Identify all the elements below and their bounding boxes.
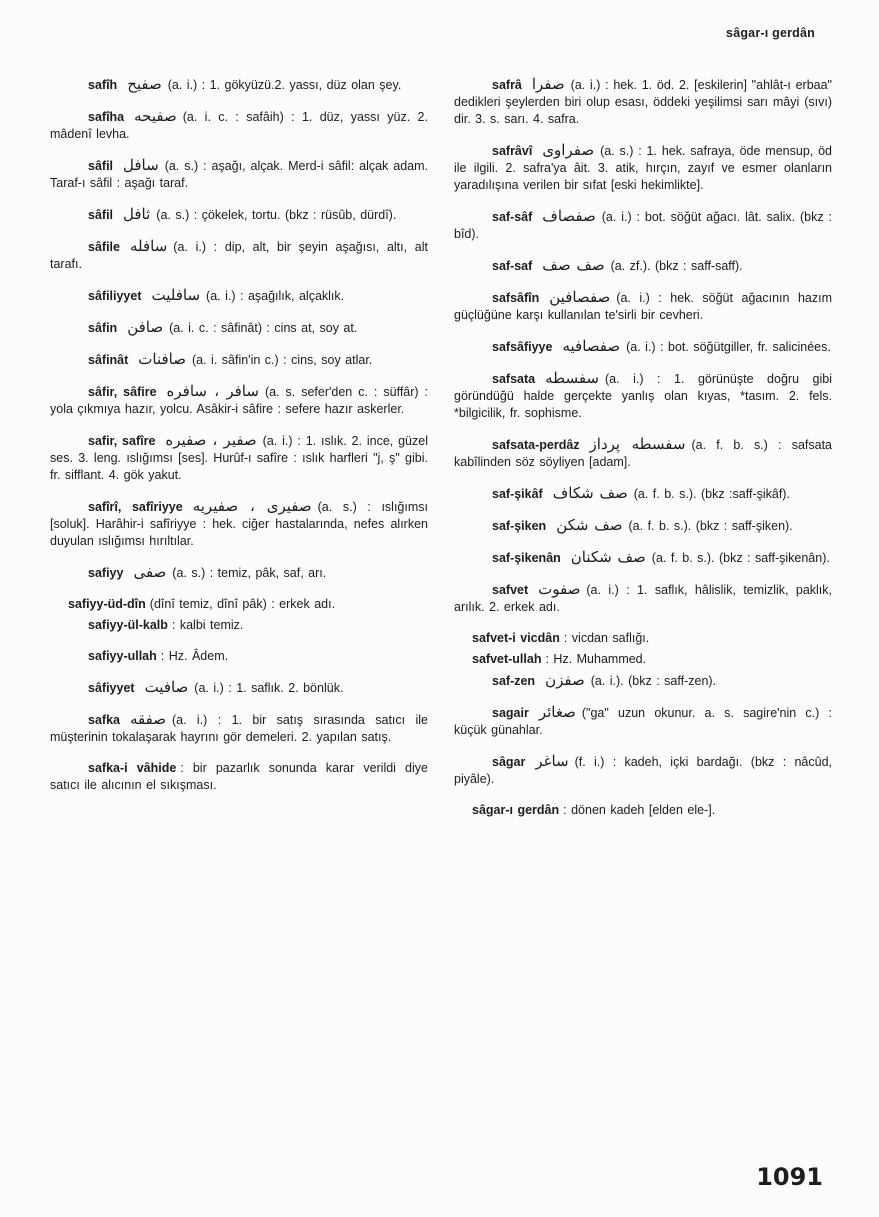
entry-arabic-script: صفراوى — [542, 141, 595, 159]
dictionary-entry — [50, 108, 428, 143]
entry-arabic-script: ثافل — [123, 205, 151, 223]
entry-arabic-script: صفى — [133, 563, 167, 581]
entry-arabic-script: صافنات — [138, 350, 186, 368]
entry-arabic-script: سافليت — [151, 286, 201, 304]
subentry-definition: : Hz. Muhammed. — [545, 652, 647, 666]
entry-headword: sagair — [492, 706, 529, 720]
entry-arabic-script: صفرا — [531, 75, 565, 93]
entry-definition: (a. zf.). (bkz : saff-saff). — [610, 259, 743, 273]
dictionary-entry — [50, 157, 428, 192]
entry-definition: (a. i.) : bot. söğütgiller, fr. salicinées. — [626, 340, 831, 354]
entry-headword: safvet — [492, 583, 529, 597]
dictionary-entry — [50, 287, 428, 305]
entry-definition: (a. i. c. : safâih) : 1. düz, yassı yüz. 2. mâdenî levha. — [50, 110, 428, 141]
dictionary-entry — [50, 383, 428, 418]
entry-headword: safsata-perdâz — [492, 438, 580, 452]
entry-headword: safsâfiyye — [492, 340, 553, 354]
dictionary-entry — [454, 485, 832, 503]
entry-definition: (a. i.) : 1. saflık, hâlislik, temizlik, paklık, arılık. 2. erkek adı. — [454, 583, 832, 614]
entry-arabic-script: صفيرى ، صفيريه — [192, 497, 312, 515]
entry-definition: (a. i.). (bkz : saff-zen). — [590, 674, 717, 688]
entry-definition: (a. i.) : 1. saflık. 2. bönlük. — [194, 681, 344, 695]
entry-arabic-script: صافيت — [144, 678, 189, 696]
entry-definition: (a. i.) : hek. 1. öd. 2. [eskilerin] "ahlât-ı erbaa" dedikleri şeylerden biri olup esası, öddeki yeşilimsi sarı mâyi (sıvı) dir. 3. s. sarı. 4. safra. — [454, 78, 832, 126]
entry-arabic-script: صفيح — [127, 75, 162, 93]
dictionary-entry — [454, 672, 832, 690]
entry-headword: safiyy-ullah — [88, 649, 157, 663]
right-column — [454, 76, 832, 823]
entry-headword: safka-i vâhide — [88, 761, 177, 775]
entry-arabic-script: ساغر — [535, 752, 569, 770]
entry-headword: saf-şikenân — [492, 551, 561, 565]
entry-headword: safir, safîre — [88, 434, 156, 448]
entry-headword: safrâvî — [492, 144, 533, 158]
running-head: sâgar-ı gerdân — [726, 26, 815, 40]
dictionary-entry — [50, 760, 428, 794]
entry-definition: (a. s.) : aşağı, alçak. Merd-i sâfil: alçak adam. Taraf-ı sâfil : aşağı taraf. — [50, 159, 428, 190]
dictionary-subentry — [50, 596, 428, 613]
entry-headword: sâfiyyet — [88, 681, 135, 695]
entry-headword: safka — [88, 713, 120, 727]
dictionary-subentry — [454, 651, 832, 668]
entry-arabic-script: صفصاف — [542, 207, 596, 225]
entry-definition: (a. f. b. s.). (bkz : saff-şikenân). — [651, 551, 830, 565]
entry-definition: (a. s.) : ıslığımsı [soluk]. Harâhir-i safîriyye : hek. ciğer hastalarında, nefes alırken duyulan ıslığımsı hırıltılar. — [50, 500, 428, 548]
entry-arabic-script: صف شكن — [556, 516, 623, 534]
entry-headword: sâgar — [492, 755, 526, 769]
entry-arabic-script: سافله — [129, 237, 168, 255]
dictionary-entry — [454, 549, 832, 567]
dictionary-subentry — [454, 802, 832, 819]
entry-definition: (a. i.) : 1. ıslık. 2. ince, güzel ses. 3. leng. ıslığımsı [ses]. Hurûf-ı safîre : ıslık harfleri "j, ş" gibi. fr. sifflant. 4. gök yakut. — [50, 434, 428, 482]
entry-definition: (a. f. b. s.). (bkz : saff-şiken). — [628, 519, 793, 533]
entry-definition: (a. f. b. s.) : safsata kabîlinden söz söyliyen [adam]. — [454, 438, 832, 469]
subentry-headword: safvet-i vicdân — [472, 631, 560, 645]
entry-headword: safiyy — [88, 566, 124, 580]
entry-headword: saf-şiken — [492, 519, 547, 533]
dictionary-entry — [50, 564, 428, 582]
entry-definition: (a. i.) : dip, alt, bir şeyin aşağısı, altı, alt tarafı. — [50, 240, 428, 271]
entry-arabic-script: صفصافيه — [562, 337, 621, 355]
dictionary-entry — [50, 617, 428, 634]
entry-headword: safsâfîn — [492, 291, 540, 305]
entry-headword: saf-şikâf — [492, 487, 543, 501]
dictionary-entry — [454, 370, 832, 422]
subentry-definition: : vicdan saflığı. — [563, 631, 650, 645]
entry-arabic-script: صغائر — [538, 703, 576, 721]
dictionary-entry — [50, 679, 428, 697]
entry-arabic-script: سفسطه — [545, 369, 599, 387]
dictionary-entry — [50, 498, 428, 550]
entry-arabic-script: صف شكاف — [552, 484, 628, 502]
entry-headword: safîh — [88, 78, 118, 92]
subentry-headword: safvet-ullah — [472, 652, 542, 666]
dictionary-entry — [454, 581, 832, 616]
entry-headword: safiyy-ül-kalb — [88, 618, 168, 632]
dictionary-entry — [50, 432, 428, 484]
subentry-headword: sâgar-ı gerdân — [472, 803, 560, 817]
entry-arabic-script: صف صف — [542, 256, 605, 274]
entry-headword: sâfiliyyet — [88, 289, 142, 303]
entry-definition: (a. s.) : 1. hek. safraya, öde mensup, öd ile ilgili. 2. safra'ya âit. 3. atik, hırçın, zayıf ve esmer olanların yaradılışına verilen bir sıfat [eski hekimlikte]. — [454, 144, 832, 192]
entry-arabic-script: صف شكنان — [570, 548, 646, 566]
subentry-definition: (dînî temiz, dînî pâk) : erkek adı. — [149, 597, 336, 611]
subentry-headword: safiyy-üd-dîn — [68, 597, 146, 611]
entry-headword: sâfir, sâfire — [88, 385, 157, 399]
entry-headword: saf-sâf — [492, 210, 533, 224]
dictionary-entry — [454, 289, 832, 324]
entry-arabic-script: صفير ، صفيره — [165, 431, 257, 449]
entry-arabic-script: صفيحه — [134, 107, 177, 125]
dictionary-subentry — [454, 630, 832, 647]
entry-definition: : kalbi temiz. — [171, 618, 244, 632]
entry-definition: (f. i.) : kadeh, içki bardağı. (bkz : nâcûd, piyâle). — [454, 755, 832, 786]
entry-headword: sâfil — [88, 159, 114, 173]
entry-definition: (a. s.) : temiz, pâk, saf, arı. — [172, 566, 327, 580]
entry-definition: (a. i. sâfin'in c.) : cins, soy atlar. — [192, 353, 373, 367]
entry-headword: sâfil — [88, 208, 114, 222]
dictionary-entry — [454, 753, 832, 788]
entry-headword: safîha — [88, 110, 125, 124]
dictionary-entry — [50, 76, 428, 94]
entry-arabic-script: صفزن — [545, 671, 585, 689]
entry-arabic-script: سفسطه پرداز — [589, 435, 686, 453]
dictionary-entry — [50, 319, 428, 337]
entry-definition: ("ga" uzun okunur. a. s. sagire'nin c.) : küçük günahlar. — [454, 706, 832, 737]
entry-definition: (a. i.) : hek. söğüt ağacının hazım güçlüğüne karşı kullanılan te'sirli bir cevheri. — [454, 291, 832, 322]
entry-arabic-script: صفصافين — [549, 288, 611, 306]
left-column — [50, 76, 428, 808]
dictionary-entry — [454, 436, 832, 471]
dictionary-entry — [50, 351, 428, 369]
entry-arabic-script: صافن — [127, 318, 164, 336]
entry-arabic-script: صفقه — [129, 710, 166, 728]
entry-definition: (a. s. sefer'den c. : süffâr) : yola çıkmıya hazır, yolcu. Asâkir-i sâfire : sefere hazır askerler. — [50, 385, 429, 416]
dictionary-entry — [50, 206, 428, 224]
entry-arabic-script: سافر ، سافره — [166, 382, 259, 400]
entry-definition: (a. i.) : aşağılık, alçaklık. — [206, 289, 345, 303]
dictionary-entry — [454, 208, 832, 243]
entry-headword: safrâ — [492, 78, 522, 92]
entry-headword: safsata — [492, 372, 536, 386]
dictionary-entry — [454, 338, 832, 356]
dictionary-entry — [454, 517, 832, 535]
entry-definition: : Hz. Âdem. — [160, 649, 229, 663]
dictionary-entry — [50, 711, 428, 746]
entry-arabic-script: سافل — [123, 156, 159, 174]
entry-headword: safîrî, safîriyye — [88, 500, 183, 514]
entry-definition: (a. i.) : bot. söğüt ağacı. lât. salix. (bkz : bîd). — [454, 210, 832, 241]
entry-headword: saf-zen — [492, 674, 536, 688]
entry-arabic-script: صفوت — [538, 580, 581, 598]
entry-definition: (a. s.) : çökelek, tortu. (bkz : rüsûb, dürdî). — [156, 208, 397, 222]
entry-definition: (a. i.) : 1. bir satış sırasında satıcı ile müşterinin tokalaşarak hayrını gör demeleri. 2. yapılan satış. — [50, 713, 428, 744]
dictionary-entry — [454, 76, 832, 128]
entry-headword: sâfin — [88, 321, 118, 335]
subentry-definition: : dönen kadeh [elden ele-]. — [563, 803, 716, 817]
page-number: 1091 — [756, 1163, 823, 1191]
entry-definition: (a. i.) : 1. görünüşte doğru gibi göründüğü halde gerçekte yanlış olan kıyas, *tasım. 2. fels. *bilgicilik, fr. sophisme. — [454, 372, 832, 420]
entry-definition: (a. i.) : 1. gökyüzü.2. yassı, düz olan şey. — [167, 78, 402, 92]
entry-definition: (a. f. b. s.). (bkz :saff-şikâf). — [633, 487, 790, 501]
dictionary-entry — [454, 257, 832, 275]
entry-headword: saf-saf — [492, 259, 533, 273]
entry-headword: sâfile — [88, 240, 120, 254]
entry-headword: sâfinât — [88, 353, 129, 367]
dictionary-entry — [454, 704, 832, 739]
entry-definition: : bir pazarlık sonunda karar verildi diye satıcı ile alıcının el sıkışması. — [50, 761, 428, 792]
dictionary-entry — [454, 142, 832, 194]
entry-definition: (a. i. c. : sâfinât) : cins at, soy at. — [169, 321, 358, 335]
dictionary-entry — [50, 648, 428, 665]
dictionary-entry — [50, 238, 428, 273]
